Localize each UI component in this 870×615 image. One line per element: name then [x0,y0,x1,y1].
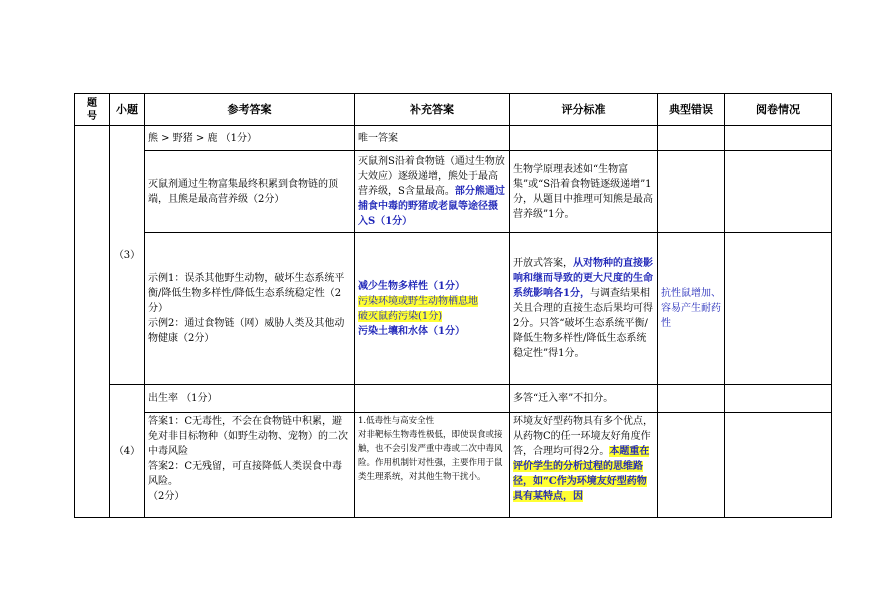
scoring-criteria-cell: 生物学原理表述如“生物富集”或“S沿着食物链逐级递增”1分，从题目中推理可知熊是最高营养级”1分。 [510,151,658,233]
header-sub-question: 小题 [110,94,145,126]
question-number-cell [75,126,110,518]
criteria-text-a: 环境友好型药物具有多个优点，从药物C的任一环境友好角度作答，合理均可得2分。 [513,416,653,457]
supplementary-highlight-text: 部分熊通过捕食中毒的野猪或老鼠等途径摄入S（1分） [358,186,505,227]
typical-error-cell: 抗性鼠增加、容易产生耐药性 [658,233,725,385]
reference-answer-cell: 灭鼠剂通过生物富集最终积累到食物链的顶端，且熊是最高营养级（2分） [145,151,355,233]
reference-answer-cell [145,413,355,518]
scoring-criteria-cell: 多答“迁入率”不扣分。 [510,385,658,413]
supplementary-item-3: 破灭鼠药污染(1分) [358,310,443,322]
supplementary-answer-cell: 唯一答案 [355,126,510,151]
supplementary-point-text: 对非靶标生物毒性极低，即使误食或接触，也不会引发严重中毒或二次中毒风险。作用机制针对性强，主要作用于鼠类生理系统，对其他生物干扰小。 [358,430,503,482]
grading-status-cell [725,126,832,151]
criteria-text-c: 与调查结果相关且合理的直接生态后果均可得2分。只答“破坏生态系统平衡/降低生物多样性/降低生态系统稳定性”得1分。 [513,288,653,359]
supplementary-item-4: 污染土壤和水体（1分） [358,325,465,337]
scoring-criteria-cell [510,233,658,385]
reference-answer-cell: 出生率 （1分） [145,385,355,413]
header-scoring-criteria: 评分标准 [510,94,658,126]
grading-status-cell [725,151,832,233]
table-row [75,126,832,151]
example-1: 示例1：误杀其他野生动物，破坏生态系统平衡/降低生物多样性/降低生态系统稳定性（2分） [148,273,345,314]
supplementary-answer-cell [355,413,510,518]
grading-status-cell [725,413,832,518]
answer-1: 答案1：C无毒性，不会在食物链中积累，避免对非目标物种（如野生动物、宠物）的二次中毒风险 [148,416,348,457]
grading-status-cell [725,233,832,385]
supplementary-answer-cell [355,233,510,385]
criteria-text-b: 从对物种的直接影响和继而导致的更大尺度的生命系统影响各1分， [513,258,653,299]
header-reference-answer: 参考答案 [145,94,355,126]
typical-error-cell [658,385,725,413]
answer-2: 答案2：C无残留，可直接降低人类误食中毒风险。 [148,461,343,487]
sub-question-label: （3） [110,126,145,385]
reference-answer-cell [145,233,355,385]
supplementary-answer-cell [355,385,510,413]
typical-error-cell [658,413,725,518]
reference-answer-cell: 熊 > 野猪 > 鹿 （1分） [145,126,355,151]
supplementary-answer-cell [355,151,510,233]
supplementary-point-title: 1.低毒性与高安全性 [358,416,435,426]
criteria-text-b: 本题重在评价学生的分析过程的思维路径，如“C作为环境友好型药物具有某特点，因 [513,446,650,502]
scoring-criteria-cell [510,126,658,151]
table-row [75,413,832,518]
supplementary-text: 灭鼠剂S沿着食物链（通过生物放大效应）逐级递增，熊处于最高营养级，S含量最高。 [358,156,505,197]
header-typical-errors: 典型错误 [658,94,725,126]
table-row [75,385,832,413]
example-2: 示例2：通过食物链（网）威胁人类及其他动物健康（2分） [148,318,345,344]
table-row [75,151,832,233]
scoring-criteria-cell [510,413,658,518]
table-row [75,233,832,385]
supplementary-item-1: 减少生物多样性（1分） [358,280,465,292]
sub-question-label: （4） [110,385,145,518]
answer-score: （2分） [148,491,185,502]
header-supplementary-answer: 补充答案 [355,94,510,126]
typical-error-cell [658,151,725,233]
header-question-number: 题号 [75,94,110,126]
header-row [75,94,832,126]
criteria-text-a: 开放式答案， [513,258,573,269]
typical-error-cell [658,126,725,151]
header-grading-status: 阅卷情况 [725,94,832,126]
grading-status-cell [725,385,832,413]
grading-table [74,93,832,518]
supplementary-item-2: 污染环境或野生动物栖息地 [358,295,478,307]
